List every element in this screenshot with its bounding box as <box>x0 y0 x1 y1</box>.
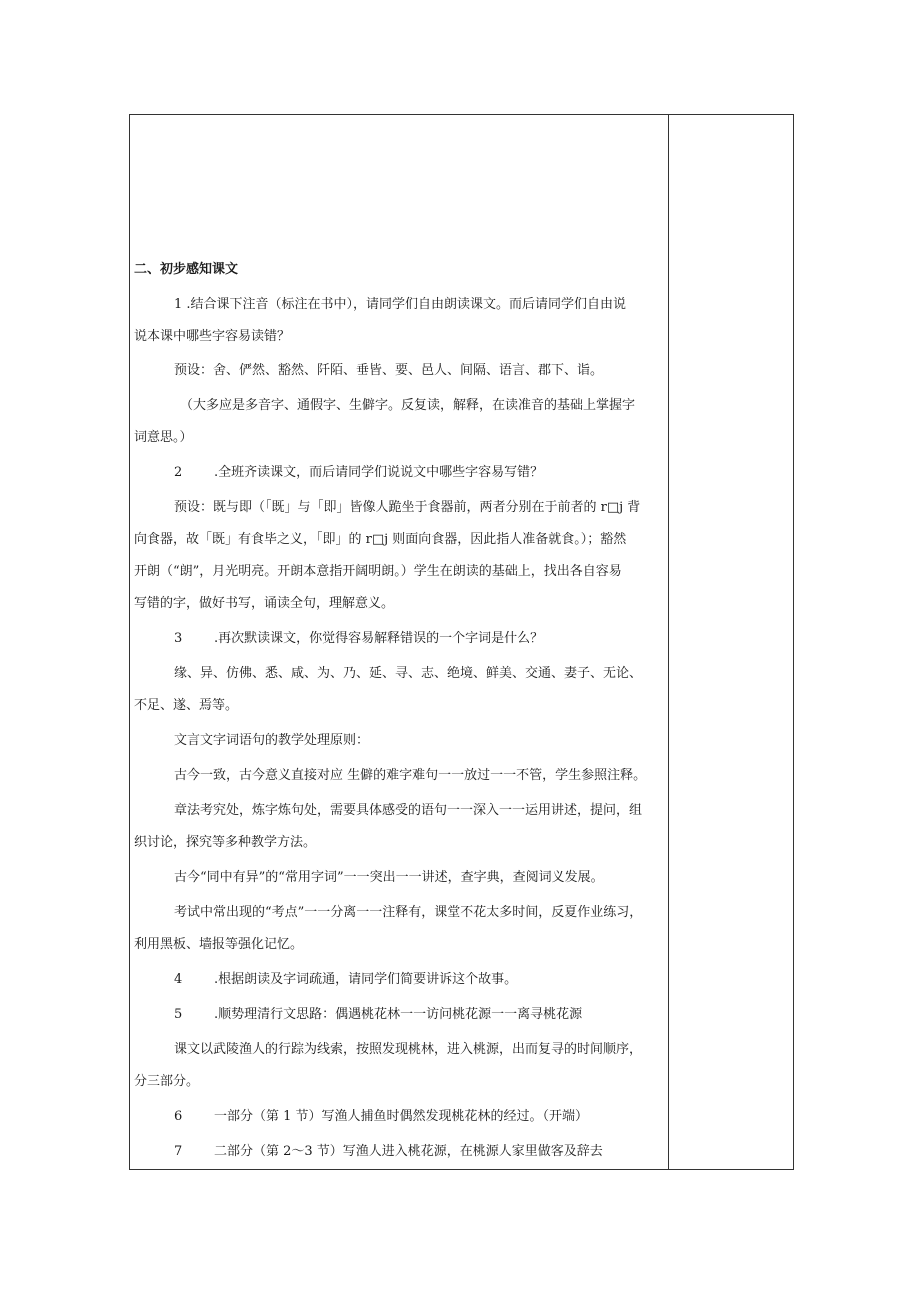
paragraph-line: 织讨论，探究等多种教学方法。 <box>134 835 317 850</box>
item-text: 二部分（第 2～3 节）写渔人进入桃花源，在桃源人家里做客及辞去 <box>214 1144 603 1159</box>
numbered-item <box>174 1144 603 1160</box>
paragraph-line: 写错的字，做好书写，诵读全句，理解意义。 <box>134 596 395 611</box>
numbered-item <box>174 972 517 988</box>
item-number: 7 <box>174 1144 183 1159</box>
paragraph-line: 开朗（“朗”，月光明亮。开朗本意指开阔明朗。）学生在朗读的基础上，找出各自容易 <box>134 564 622 579</box>
lesson-plan-table <box>129 114 794 1170</box>
section-heading: 二、初步感知课文 <box>134 262 239 277</box>
numbered-item <box>174 465 543 481</box>
paragraph-line: 不足、遂、焉等。 <box>134 698 239 713</box>
item-text: .顺势理清行文思路：偶遇桃花林一一访问桃花源一一离寻桃花源 <box>214 1007 583 1022</box>
paragraph-line: 说本课中哪些字容易读错？ <box>134 329 291 344</box>
paragraph-line: 利用黑板、墙报等强化记忆。 <box>134 937 304 952</box>
paragraph-line: 课文以武陵渔人的行踪为线索，按照发现桃林，进入桃源，出而复寻的时间顺序， <box>174 1042 643 1057</box>
paragraph-line: 古今一致，古今意义直接对应 生僻的难字难句一一放过一一不管，学生参照注释。 <box>174 768 647 783</box>
item-number: 6 <box>174 1109 183 1124</box>
item-number: 2 <box>174 465 183 480</box>
paragraph-line: 1 .结合课下注音（标注在书中），请同学们自由朗读课文。而后请同学们自由说 <box>174 297 627 312</box>
item-number: 3 <box>174 631 183 646</box>
paragraph-line: 预设：既与即（「既」与「即」皆像人跪坐于食器前，两者分别在于前者的 r□j 背 <box>174 500 641 515</box>
paragraph-line: 古今“同中有异”的“常用字词”一一突出一一讲述，查字典，查阅词义发展。 <box>174 870 604 885</box>
paragraph-line: 文言文字词语句的教学处理原则： <box>174 733 370 748</box>
numbered-item <box>174 631 543 647</box>
paragraph-line: 预设：舍、俨然、豁然、阡陌、垂皆、要、邑人、间隔、语言、郡下、诣。 <box>174 363 604 378</box>
paragraph-line: 词意思。） <box>134 430 193 445</box>
paragraph-line: 章法考究处，炼字炼句处，需要具体感受的语句一一深入一一运用讲述，提问，组 <box>174 803 643 818</box>
item-number: 5 <box>174 1007 183 1022</box>
numbered-item <box>174 1007 582 1023</box>
item-text: .根据朗读及字词疏通，请同学们简要讲诉这个故事。 <box>214 972 518 987</box>
item-text: .全班齐读课文，而后请同学们说说文中哪些字容易写错？ <box>214 465 544 480</box>
column-divider <box>668 115 669 1169</box>
item-text: 一部分（第 1 节）写渔人捕鱼时偶然发现桃花林的经过。（开端） <box>214 1109 589 1124</box>
item-text: .再次默读课文，你觉得容易解释错误的一个字词是什么？ <box>214 631 544 646</box>
item-number: 4 <box>174 972 183 987</box>
main-content-cell <box>130 115 668 1169</box>
paragraph-line: 向食器，故「既」有食毕之义，「即」的 r□j 则面向食器，因此指人准备就食。）；豁然 <box>134 532 627 547</box>
paragraph-line: 分三部分。 <box>134 1074 200 1089</box>
paragraph-line: 缘、异、仿佛、悉、咸、为、乃、延、寻、志、绝境、鲜美、交通、妻子、无论、 <box>174 666 643 681</box>
paragraph-line: 考试中常出现的“考点”一一分离一一注释有，课堂不花太多时间，反夏作业练习， <box>174 905 643 920</box>
numbered-item <box>174 1109 588 1125</box>
paragraph-line: （大多应是多音字、通假字、生僻字。反复读，解释，在读准音的基础上掌握字 <box>180 398 636 413</box>
